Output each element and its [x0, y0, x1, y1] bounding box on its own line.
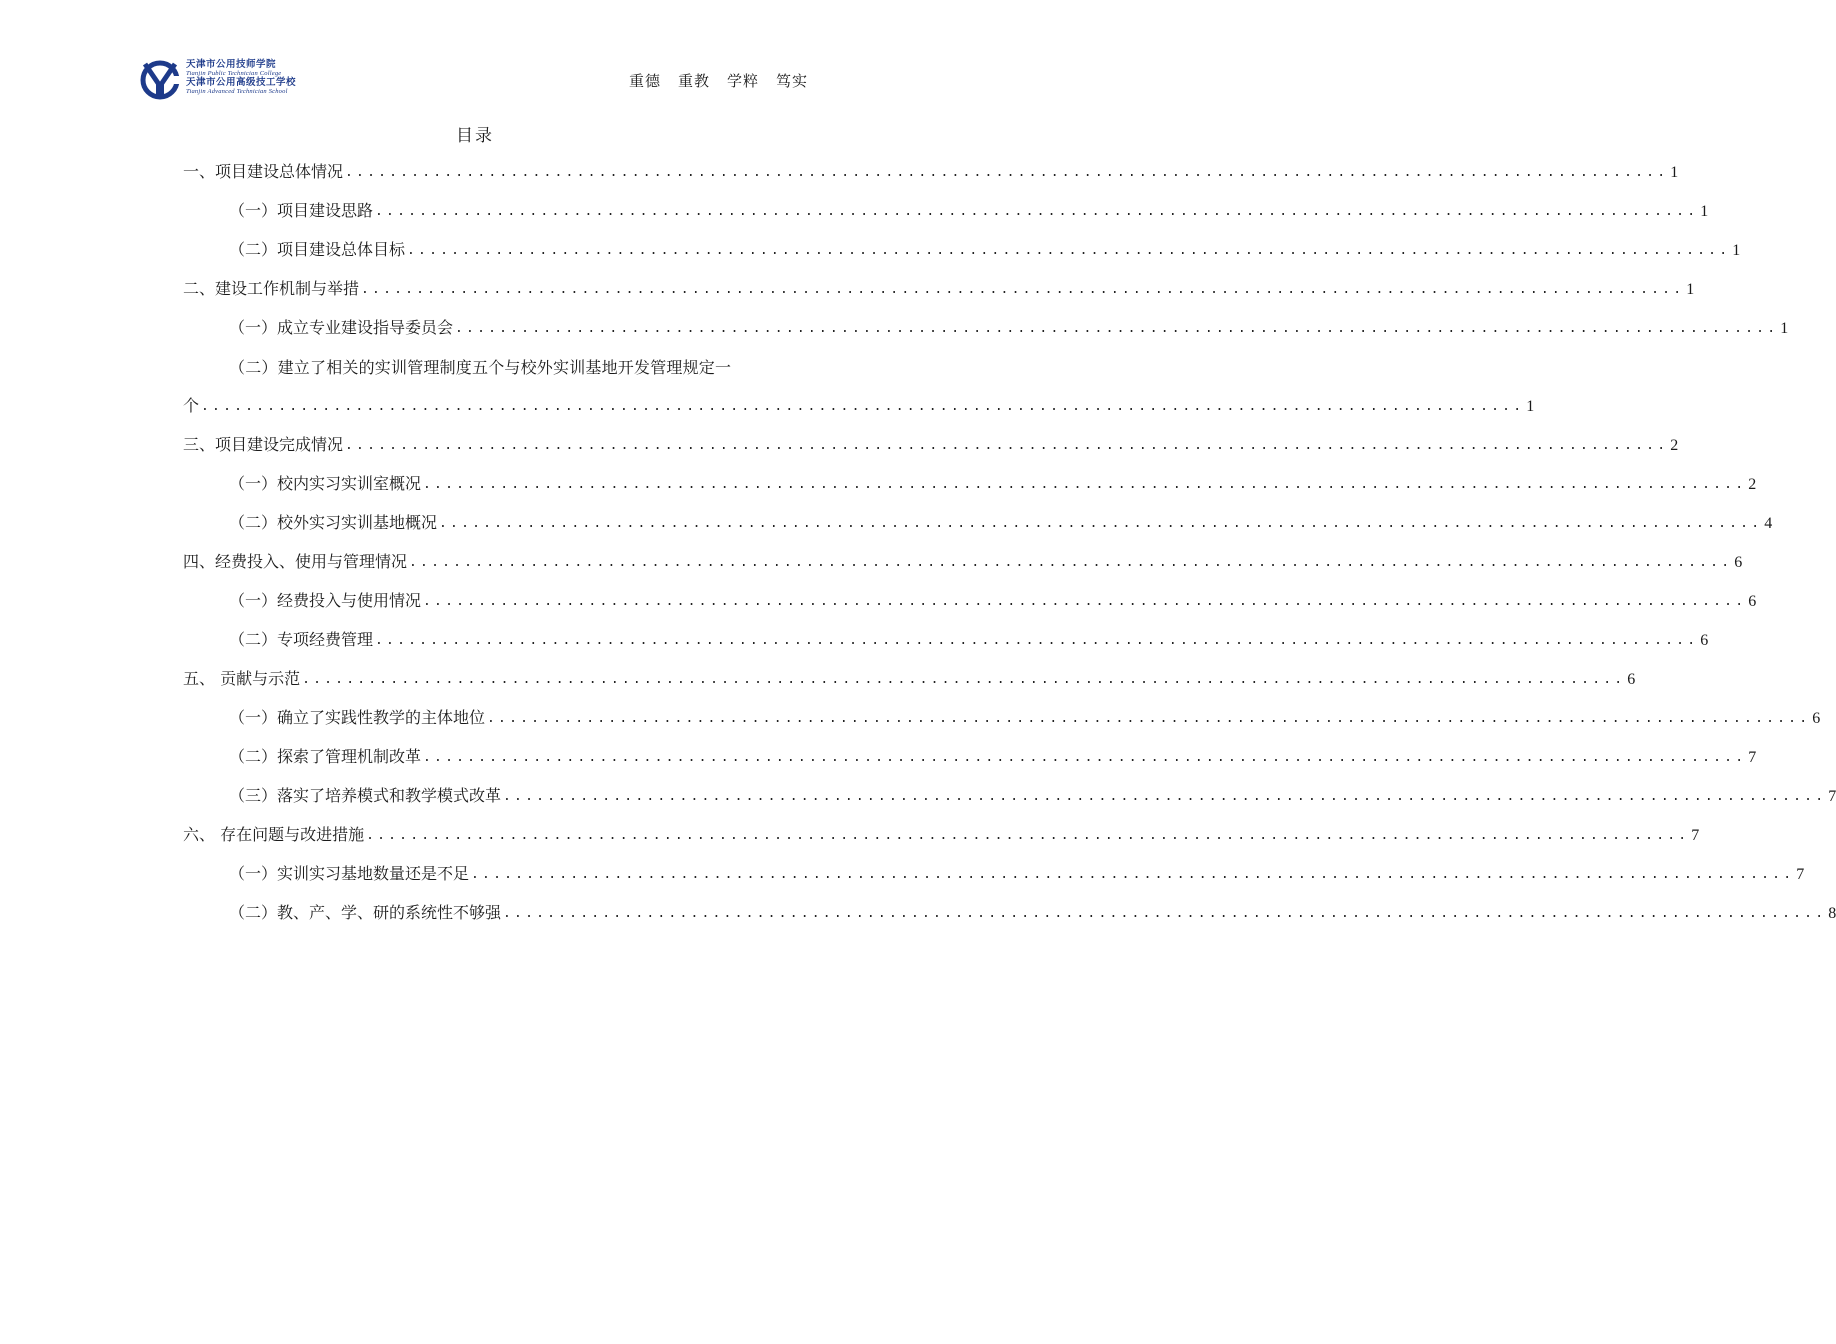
toc-leader-dots: ........................................................................................................................	[503, 789, 1827, 804]
toc-entry-page: 6	[1627, 671, 1636, 688]
toc-entry[interactable]	[183, 431, 1679, 455]
toc-leader-dots: ........................................................................................................................	[487, 711, 1811, 726]
toc-entry-label: （二）项目建设总体目标	[229, 240, 406, 259]
logo-cn-line-1: 天津市公用技师学院	[186, 59, 277, 70]
toc-entry-wrapped-line[interactable]: （二）建立了相关的实训管理制度五个与校外实训基地开发管理规定一	[229, 358, 732, 377]
toc-entry-label: 一、项目建设总体情况	[183, 162, 344, 181]
toc-entry-label: 五、 贡献与示范	[183, 669, 301, 688]
toc-entry-page: 1	[1686, 281, 1695, 298]
motto-word: 重教	[677, 72, 710, 90]
toc-title: 目录	[456, 126, 494, 146]
logo-emblem-icon	[140, 58, 184, 102]
toc-entry-page: 1	[1670, 164, 1679, 181]
toc-entry[interactable]	[229, 860, 1805, 884]
logo-en-line-2: Tianjin Advanced Technician School	[186, 88, 288, 95]
toc-leader-dots: ........................................................................................................................	[201, 399, 1525, 414]
toc-entry-page: 4	[1764, 515, 1773, 532]
toc-entry[interactable]	[229, 314, 1789, 338]
toc-entry[interactable]	[229, 782, 1836, 806]
toc-entry[interactable]	[183, 158, 1679, 182]
toc-entry[interactable]	[229, 470, 1757, 494]
logo-en-line-1: Tianjin Public Technician College	[186, 70, 282, 77]
toc-leader-dots: ........................................................................................................................	[366, 828, 1690, 843]
toc-leader-dots: ........................................................................................................................	[423, 594, 1747, 609]
toc-entry[interactable]	[183, 275, 1695, 299]
toc-leader-dots: ........................................................................................................................	[345, 165, 1669, 180]
toc-leader-dots: ........................................................................................................................	[345, 438, 1669, 453]
toc-leader-dots: ........................................................................................................................	[375, 204, 1699, 219]
toc-entry-label: （二）校外实习实训基地概况	[229, 513, 438, 532]
toc-entry-label: （一）实训实习基地数量还是不足	[229, 864, 470, 883]
toc-entry-label: （一）经费投入与使用情况	[229, 591, 422, 610]
toc-entry-label: （二）教、产、学、研的系统性不够强	[229, 903, 502, 922]
toc-entry[interactable]	[229, 743, 1757, 767]
toc-entry-page: 7	[1828, 788, 1836, 805]
toc-entry[interactable]	[229, 197, 1709, 221]
toc-entry-page: 2	[1748, 476, 1757, 493]
toc-entry-page: 6	[1812, 710, 1821, 727]
toc-entry-page: 8	[1828, 905, 1836, 922]
motto-word: 笃实	[775, 72, 808, 90]
toc-entry-label: 六、 存在问题与改进措施	[183, 825, 365, 844]
toc-entry[interactable]	[229, 704, 1821, 728]
toc-leader-dots: ........................................................................................................................	[361, 282, 1685, 297]
toc-entry-page: 6	[1734, 554, 1743, 571]
toc-leader-dots: ........................................................................................................................	[302, 672, 1626, 687]
toc-entry-page: 1	[1780, 320, 1789, 337]
toc-leader-dots: ........................................................................................................................	[503, 906, 1827, 921]
school-logo	[140, 58, 310, 102]
toc-leader-dots: ........................................................................................................................	[407, 243, 1731, 258]
toc-leader-dots: ........................................................................................................................	[409, 555, 1733, 570]
page-header	[0, 0, 950, 110]
toc-entry[interactable]	[183, 392, 1535, 416]
toc-entry-label: （一）校内实习实训室概况	[229, 474, 422, 493]
motto-word: 学粹	[726, 72, 759, 90]
toc-leader-dots: ........................................................................................................................	[439, 516, 1763, 531]
logo-cn-line-2: 天津市公用高级技工学校	[186, 77, 297, 88]
toc-entry-page: 6	[1748, 593, 1757, 610]
motto-word: 重德	[628, 72, 661, 90]
toc-leader-dots: ........................................................................................................................	[423, 750, 1747, 765]
toc-entry[interactable]	[183, 821, 1700, 845]
toc-leader-dots: ........................................................................................................................	[375, 633, 1699, 648]
toc-entry-label: （一）项目建设思路	[229, 201, 374, 220]
toc-entry-page: 7	[1796, 866, 1805, 883]
toc-entry-label: （二）专项经费管理	[229, 630, 374, 649]
toc-entry-label: （一）确立了实践性教学的主体地位	[229, 708, 486, 727]
toc-entry-label: （一）成立专业建设指导委员会	[229, 318, 454, 337]
toc-entry-label: 个	[183, 396, 200, 415]
toc-entry-page: 6	[1700, 632, 1709, 649]
toc-entry[interactable]	[229, 509, 1773, 533]
toc-entry-label: 二、建设工作机制与举措	[183, 279, 360, 298]
toc-entry-label: （三）落实了培养模式和教学模式改革	[229, 786, 502, 805]
toc-entry-page: 7	[1748, 749, 1757, 766]
toc-entry-label: 四、经费投入、使用与管理情况	[183, 552, 408, 571]
toc-entry[interactable]	[183, 548, 1743, 572]
toc-entry-page: 1	[1700, 203, 1709, 220]
toc-entry[interactable]	[229, 236, 1741, 260]
toc-entry[interactable]	[229, 899, 1836, 923]
toc-leader-dots: ........................................................................................................................	[455, 321, 1779, 336]
toc-entry-label: （二）探索了管理机制改革	[229, 747, 422, 766]
toc-leader-dots: ........................................................................................................................	[423, 477, 1747, 492]
toc-entry[interactable]	[229, 626, 1709, 650]
toc-entry-page: 7	[1691, 827, 1700, 844]
toc-entry[interactable]	[229, 587, 1757, 611]
toc-entry-label: 三、项目建设完成情况	[183, 435, 344, 454]
toc-entry-page: 1	[1732, 242, 1741, 259]
school-motto	[629, 70, 808, 91]
toc-entry-page: 2	[1670, 437, 1679, 454]
toc-entry-page: 1	[1526, 398, 1535, 415]
toc-entry[interactable]	[183, 665, 1636, 689]
toc-leader-dots: ........................................................................................................................	[471, 867, 1795, 882]
